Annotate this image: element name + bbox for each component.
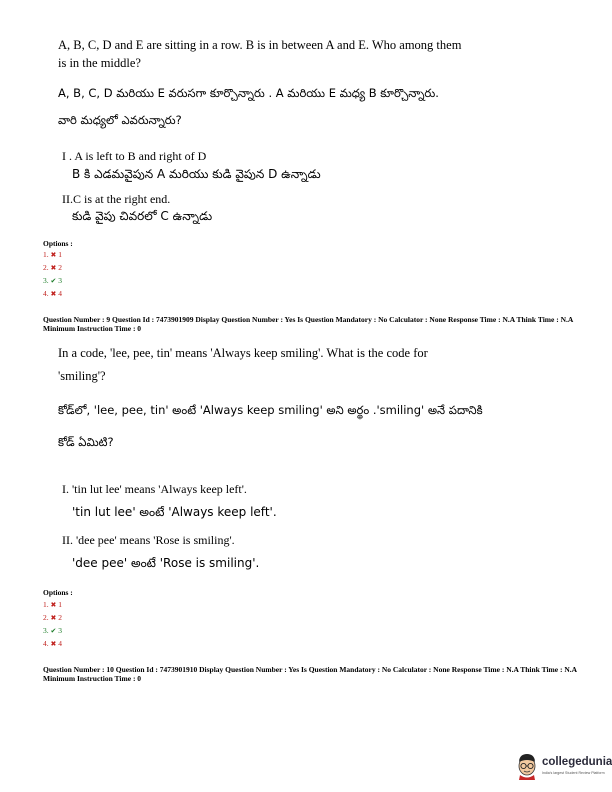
- cross-icon: ✖: [50, 264, 57, 272]
- q9-statement-2-en: II. 'dee pee' means 'Rose is smiling'.: [62, 533, 235, 547]
- cross-icon: ✖: [50, 640, 57, 648]
- q8-option-2[interactable]: 2. ✖ 2: [43, 263, 62, 272]
- q9-question-te-line1: కోడ్‌లో, 'lee, pee, tin' అంటే 'Always keep smiling' అని అర్థం .'smiling' అనే పదానికి: [58, 403, 483, 417]
- q8-statement-2-te: కుడి వైపు చివరలో C ఉన్నాడు: [72, 209, 213, 223]
- q8-question-en-line2: is in the middle?: [58, 56, 141, 70]
- q8-statement-1-te: B కి ఎడమవైపున A మరియు కుడి వైపున D ఉన్నాడు: [72, 167, 321, 181]
- q8-options-heading: Options :: [43, 239, 73, 248]
- q8-statement-2-en: II.C is at the right end.: [62, 192, 171, 206]
- q9-option-4[interactable]: 4. ✖ 4: [43, 639, 62, 648]
- q9-options-heading: Options :: [43, 588, 73, 597]
- cross-icon: ✖: [50, 614, 57, 622]
- q9-statement-1-en: I. 'tin lut lee' means 'Always keep left'.: [62, 482, 247, 496]
- q9-question-te-line2: కోడ్ ఏమిటి?: [58, 435, 114, 449]
- cross-icon: ✖: [50, 251, 57, 259]
- cross-icon: ✖: [50, 601, 57, 609]
- logo-tagline: India's largest Student Review Platform: [542, 771, 605, 775]
- q9-statement-1-te: 'tin lut lee' అంటే 'Always keep left'.: [72, 505, 277, 519]
- q9-meta: Question Number : 9 Question Id : 7473901909 Display Question Number : Yes Is Question Mandatory : No Calculator : None Response Time : N.A Think Time : N.A Minimum Instruction Time : 0: [43, 315, 573, 333]
- mascot-face-icon: [514, 752, 540, 780]
- q8-option-4[interactable]: 4. ✖ 4: [43, 289, 62, 298]
- q9-question-en-line2: 'smiling'?: [58, 369, 106, 383]
- q8-question-te-line2: వారి మధ్యలో ఎవరున్నారు?: [58, 113, 182, 127]
- q9-option-1[interactable]: 1. ✖ 1: [43, 600, 62, 609]
- q8-option-3[interactable]: 3. ✔ 3: [43, 276, 62, 285]
- q10-meta: Question Number : 10 Question Id : 7473901910 Display Question Number : Yes Is Question Mandatory : No Calculator : None Response Time : N.A Think Time : N.A Minimum Instruction Time : 0: [43, 665, 577, 683]
- q9-option-2[interactable]: 2. ✖ 2: [43, 613, 62, 622]
- q8-question-en-line1: A, B, C, D and E are sitting in a row. B is in between A and E. Who among them: [58, 38, 462, 52]
- q8-statement-1-en: I . A is left to B and right of D: [62, 149, 207, 163]
- check-icon: ✔: [50, 277, 57, 285]
- logo-wordmark: collegedunia: [542, 756, 612, 768]
- q9-option-3[interactable]: 3. ✔ 3: [43, 626, 62, 635]
- check-icon: ✔: [50, 627, 57, 635]
- q8-question-te-line1: A, B, C, D మరియు E వరుసగా కూర్చొన్నారు . A మరియు E మధ్య B కూర్చొన్నారు.: [58, 86, 439, 100]
- collegedunia-logo: [514, 752, 612, 782]
- q9-question-en-line1: In a code, 'lee, pee, tin' means 'Always keep smiling'. What is the code for: [58, 346, 428, 360]
- q8-option-1[interactable]: 1. ✖ 1: [43, 250, 62, 259]
- q9-statement-2-te: 'dee pee' అంటే 'Rose is smiling'.: [72, 556, 260, 570]
- cross-icon: ✖: [50, 290, 57, 298]
